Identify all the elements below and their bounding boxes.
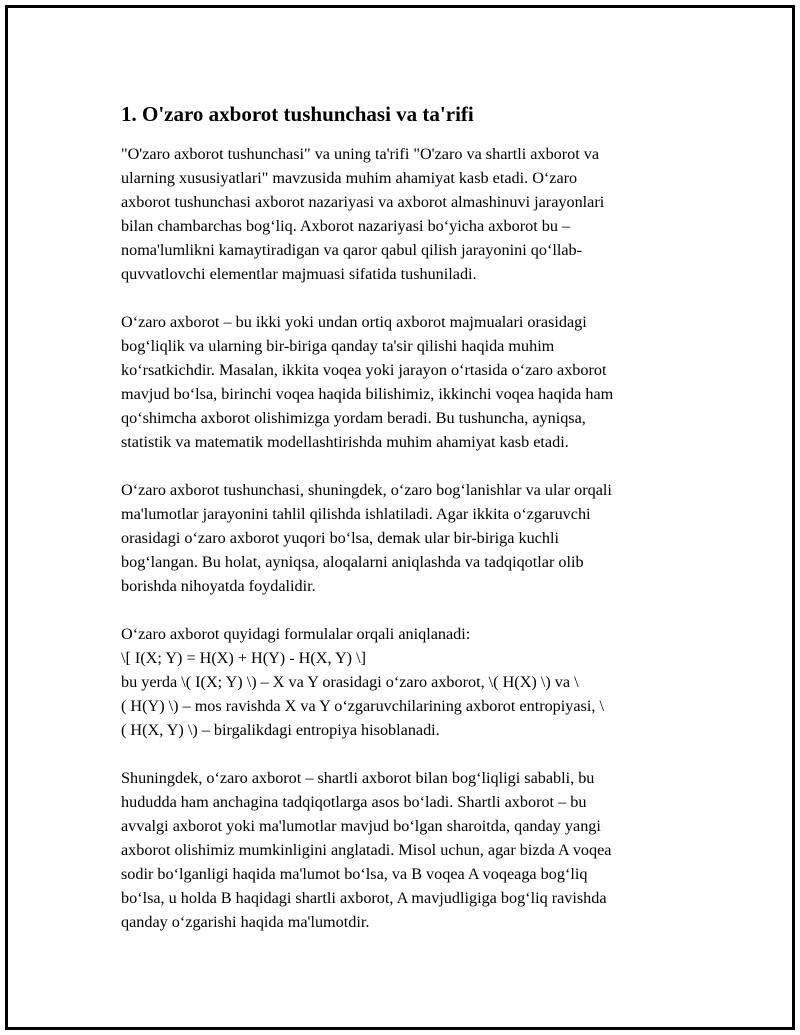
text-line: ko‘rsatkichdir. Masalan, ikkita voqea yoki jarayon o‘rtasida o‘zaro axborot (121, 361, 607, 379)
text-line: qanday o‘zgarishi haqida ma'lumotdir. (121, 913, 370, 931)
text-line: bilan chambarchas bog‘liq. Axborot nazariyasi bo‘yicha axborot bu – (121, 217, 571, 235)
page-frame (5, 5, 795, 1030)
paragraph-conditional-information (121, 766, 691, 934)
paragraph-formula (121, 622, 691, 742)
text-line: bo‘lsa, u holda B haqidagi shartli axborot, A mavjudligiga bog‘liq ravishda (121, 889, 607, 907)
formula-line: \[ I(X; Y) = H(X) + H(Y) - H(X, Y) \] (121, 649, 366, 667)
text-line: borishda nihoyatda foydalidir. (121, 577, 316, 595)
paragraph-definition (121, 142, 691, 286)
paragraph-mutual-information (121, 310, 691, 454)
text-line: ma'lumotlar jarayonini tahlil qilishda ishlatiladi. Agar ikkita o‘zgaruvchi (121, 505, 591, 523)
text-line: avvalgi axborot yoki ma'lumotlar mavjud bo‘lgan sharoitda, qanday yangi (121, 817, 601, 835)
text-line: O‘zaro axborot tushunchasi, shuningdek, o‘zaro bog‘lanishlar va ular orqali (121, 481, 612, 499)
text-line: sodir bo‘lganligi haqida ma'lumot bo‘lsa, va B voqea A voqeaga bog‘liq (121, 865, 588, 883)
text-line: hududda ham anchagina tadqiqotlarga asos bo‘ladi. Shartli axborot – bu (121, 793, 587, 811)
text-line: "O'zaro axborot tushunchasi" va uning ta'rifi "O'zaro va shartli axborot va (121, 145, 600, 163)
text-line: qo‘shimcha axborot olishimizga yordam beradi. Bu tushuncha, ayniqsa, (121, 409, 586, 427)
text-line: bu yerda \( I(X; Y) \) – X va Y orasidagi o‘zaro axborot, \( H(X) \) va \ (121, 673, 579, 691)
document-body (121, 98, 691, 958)
text-line: orasidagi o‘zaro axborot yuqori bo‘lsa, demak ular bir-biriga kuchli (121, 529, 559, 547)
paragraph-usage (121, 478, 691, 598)
text-line: quvvatlovchi elementlar majmuasi sifatida tushuniladi. (121, 265, 477, 283)
text-line: O‘zaro axborot – bu ikki yoki undan ortiq axborot majmualari orasidagi (121, 313, 587, 331)
text-line: O‘zaro axborot quyidagi formulalar orqali aniqlanadi: (121, 625, 471, 643)
text-line: statistik va matematik modellashtirishda muhim ahamiyat kasb etadi. (121, 433, 569, 451)
text-line: noma'lumlikni kamaytiradigan va qaror qabul qilish jarayonini qo‘llab- (121, 241, 582, 259)
text-line: Shuningdek, o‘zaro axborot – shartli axborot bilan bog‘liqligi sababli, bu (121, 769, 595, 787)
text-line: ( H(Y) \) – mos ravishda X va Y o‘zgaruvchilarining axborot entropiyasi, \ (121, 697, 604, 715)
text-line: bog‘liqlik va ularning bir-biriga qanday ta'sir qilishi haqida muhim (121, 337, 555, 355)
text-line: ( H(X, Y) \) – birgalikdagi entropiya hisoblanadi. (121, 721, 440, 739)
text-line: bog‘langan. Bu holat, ayniqsa, aloqalarni aniqlashda va tadqiqotlar olib (121, 553, 584, 571)
text-line: ularning xususiyatlari" mavzusida muhim ahamiyat kasb etadi. O‘zaro (121, 169, 578, 187)
text-line: axborot tushunchasi axborot nazariyasi va axborot almashinuvi jarayonlari (121, 193, 605, 211)
document-title: 1. O'zaro axborot tushunchasi va ta'rifi (121, 102, 474, 126)
text-line: mavjud bo‘lsa, birinchi voqea haqida bilishimiz, ikkinchi voqea haqida ham (121, 385, 614, 403)
text-line: axborot olishimiz mumkinligini anglatadi. Misol uchun, agar bizda A voqea (121, 841, 612, 859)
